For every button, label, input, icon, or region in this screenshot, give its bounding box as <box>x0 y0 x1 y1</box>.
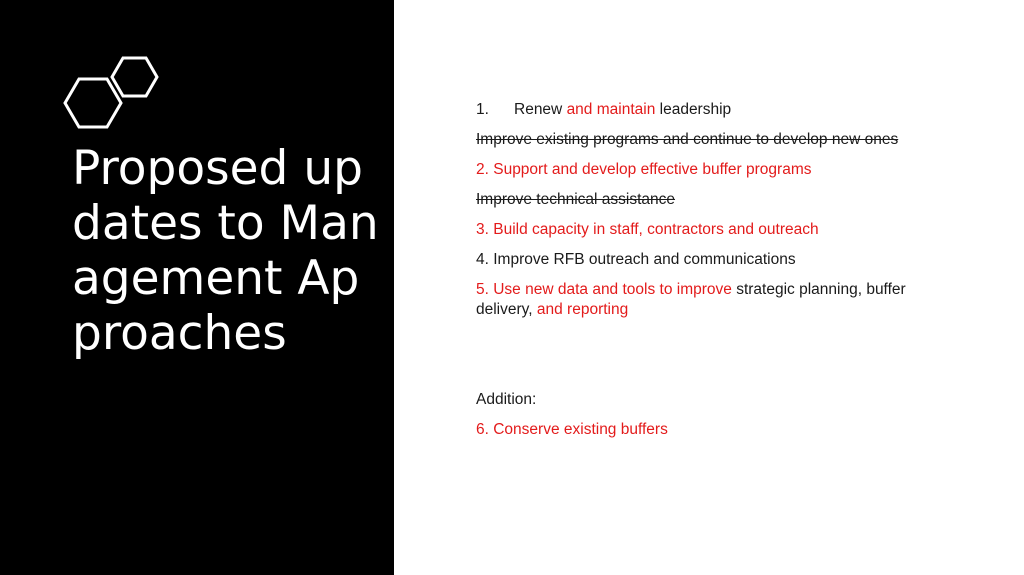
list-item-5: 5. Use new data and tools to improve strategic planning, buffer delivery, and reporting <box>476 281 906 318</box>
list-item-4: 4. Improve RFB outreach and communications <box>476 251 796 268</box>
list-item-1: 1. Renew and maintain leadership <box>476 101 732 118</box>
list-item-6: 6. Conserve existing buffers <box>476 421 668 438</box>
list-item-struck-2: Improve technical assistance <box>476 191 676 208</box>
list-item-struck-1: Improve existing programs and continue to develop new ones <box>476 131 899 148</box>
list-item-2: 2. Support and develop effective buffer programs <box>476 161 812 178</box>
slide-title: Proposed updates to Management Approaches <box>72 141 379 361</box>
list-item-3: 3. Build capacity in staff, contractors and outreach <box>476 221 819 238</box>
list-number: 1. <box>476 101 489 118</box>
title-panel <box>0 0 394 575</box>
slide-body <box>476 100 956 440</box>
addition-label: Addition: <box>476 391 537 408</box>
hexagon-decoration-icon <box>60 52 170 132</box>
